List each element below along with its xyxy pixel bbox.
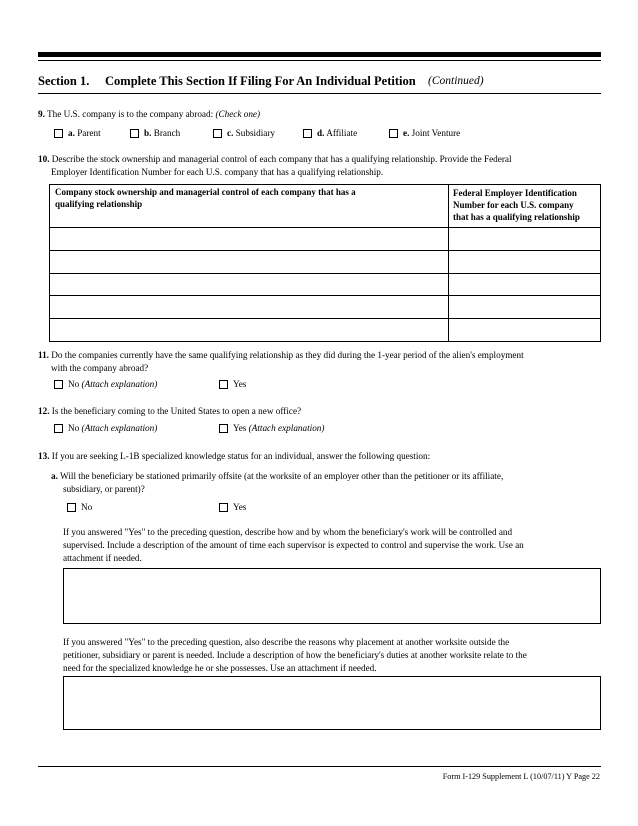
- q10-row-divider: [50, 250, 600, 251]
- q13a-letter: a.: [51, 471, 58, 481]
- q11-number: 11.: [38, 350, 49, 360]
- q13-text: If you are seeking L-1B specialized knowledge status for an individual, answer the following question:: [51, 451, 431, 461]
- q11-text-line2: with the company abroad?: [51, 363, 149, 373]
- q9-subsidiary-label: [227, 127, 275, 140]
- q9-joint-venture-checkbox[interactable]: [389, 129, 398, 138]
- q13a-question-line1: [51, 470, 503, 483]
- q13a-no-label: No: [81, 502, 93, 512]
- q10-col1-header-line2: qualifying relationship: [55, 199, 143, 209]
- q13a-yes-label: Yes: [233, 502, 247, 512]
- q9-affiliate-label: [317, 127, 357, 140]
- q10-row4-fein-input[interactable]: [451, 299, 598, 315]
- q10-row1-ownership-input[interactable]: [53, 231, 445, 247]
- q10-row3-fein-input[interactable]: [451, 277, 598, 293]
- q13a-text-line2: subsidiary, or parent)?: [63, 484, 145, 494]
- q9-parent-label: [68, 127, 101, 140]
- q13a-supervision-answer-box[interactable]: [63, 568, 601, 624]
- top-thin-rule: [38, 60, 601, 61]
- q13a-yes-checkbox[interactable]: [219, 503, 228, 512]
- section-title: Complete This Section If Filing For An Individual Petition: [105, 74, 416, 88]
- q13a-text-line1: Will the beneficiary be stationed primarily offsite (at the worksite of an employer other than the petitioner or its affiliate,: [60, 471, 504, 481]
- footer-form-id: Form I-129 Supplement L (10/07/11) Y Page 22: [442, 772, 600, 781]
- q13a-para1-line1: If you answered "Yes" to the preceding question, describe how and by whom the beneficiary's work will be controlled and: [63, 527, 513, 537]
- q9-subsidiary-text: Subsidiary: [235, 128, 275, 138]
- q9-joint-venture-letter: e.: [403, 128, 410, 138]
- q10-row5-fein-input[interactable]: [451, 322, 598, 338]
- q9-hint: (Check one): [215, 109, 261, 119]
- q9-affiliate-text: Affiliate: [326, 128, 358, 138]
- q10-col2-header: [453, 187, 580, 223]
- q13a-para1-line3: attachment if needed.: [63, 553, 142, 563]
- q10-row-divider: [50, 318, 600, 319]
- q9-joint-venture-text: Joint Venture: [411, 128, 461, 138]
- q9-text: The U.S. company is to the company abroad:: [47, 109, 214, 119]
- q11-yes-checkbox[interactable]: [219, 380, 228, 389]
- q11-no-label: [68, 378, 157, 391]
- q9-branch-letter: b.: [144, 128, 152, 138]
- q10-row1-fein-input[interactable]: [451, 231, 598, 247]
- q12-yes-text: Yes: [233, 423, 247, 433]
- q12-number: 12.: [38, 406, 50, 416]
- q9-question: [38, 108, 260, 121]
- q9-parent-text: Parent: [77, 128, 101, 138]
- q11-text-line1: Do the companies currently have the same qualifying relationship as they did during the 1-year period of the alien's employment: [51, 350, 524, 360]
- q12-yes-label: [233, 422, 324, 435]
- q9-affiliate-letter: d.: [317, 128, 325, 138]
- q9-joint-venture-label: [403, 127, 460, 140]
- q10-row3-ownership-input[interactable]: [53, 277, 445, 293]
- q9-subsidiary-checkbox[interactable]: [213, 129, 222, 138]
- q10-row2-ownership-input[interactable]: [53, 254, 445, 270]
- q13a-para2-line3: need for the specialized knowledge he or she possesses. Use an attachment if needed.: [63, 663, 377, 673]
- section-rule: [38, 93, 601, 94]
- q10-row-divider: [50, 273, 600, 274]
- q9-branch-checkbox[interactable]: [130, 129, 139, 138]
- q10-col1-header-line1: Company stock ownership and managerial control of each company that has a: [55, 187, 356, 197]
- q10-col2-header-line3: that has a qualifying relationship: [453, 212, 580, 222]
- q13a-para1-line2: supervised. Include a description of the amount of time each supervisor is expected to control and supervise the work. Use an: [63, 540, 524, 550]
- q12-no-checkbox[interactable]: [54, 424, 63, 433]
- q12-yes-hint: (Attach explanation): [248, 423, 325, 433]
- q9-branch-label: [144, 127, 180, 140]
- top-thick-rule: [38, 52, 601, 57]
- q11-no-checkbox[interactable]: [54, 380, 63, 389]
- q12-question: [38, 405, 301, 418]
- q13a-para2-line2: petitioner, subsidiary or parent is needed. Include a description of how the beneficiary's duties at another worksite relate to the: [63, 650, 527, 660]
- q9-branch-text: Branch: [153, 128, 181, 138]
- q12-no-label: [68, 422, 157, 435]
- q10-number: 10.: [38, 154, 50, 164]
- q11-question-line1: [38, 349, 524, 362]
- q11-yes-label: Yes: [233, 379, 247, 389]
- q9-subsidiary-letter: c.: [227, 128, 234, 138]
- q13-number: 13.: [38, 451, 50, 461]
- q13a-no-checkbox[interactable]: [67, 503, 76, 512]
- q10-col1-header: [55, 186, 356, 210]
- q12-no-text: No: [68, 423, 80, 433]
- q10-row2-fein-input[interactable]: [451, 254, 598, 270]
- q9-parent-checkbox[interactable]: [54, 129, 63, 138]
- q10-row4-ownership-input[interactable]: [53, 299, 445, 315]
- q12-no-hint: (Attach explanation): [81, 423, 158, 433]
- q12-text: Is the beneficiary coming to the United States to open a new office?: [51, 406, 302, 416]
- q13-question: [38, 450, 430, 463]
- footer-rule: [38, 766, 601, 767]
- q9-number: 9.: [38, 109, 45, 119]
- q10-row-divider: [50, 295, 600, 296]
- q10-company-table: [49, 184, 601, 342]
- q10-question-line1: [38, 153, 512, 166]
- q10-col2-header-line1: Federal Employer Identification: [453, 188, 577, 198]
- q9-affiliate-checkbox[interactable]: [303, 129, 312, 138]
- q10-text-line2: Employer Identification Number for each U.S. company that has a qualifying relationship.: [51, 167, 384, 177]
- section-continued: (Continued): [428, 75, 484, 87]
- q9-parent-letter: a.: [68, 128, 75, 138]
- q10-header-divider: [50, 227, 600, 228]
- q11-no-text: No: [68, 379, 80, 389]
- q13a-placement-answer-box[interactable]: [63, 676, 601, 730]
- section-number: Section 1.: [38, 74, 90, 88]
- q10-col2-header-line2: Number for each U.S. company: [453, 200, 574, 210]
- q12-yes-checkbox[interactable]: [219, 424, 228, 433]
- q13a-para2-line1: If you answered "Yes" to the preceding question, also describe the reasons why placement at another worksite outside the: [63, 637, 510, 647]
- q10-text-line1: Describe the stock ownership and managerial control of each company that has a qualifying relationship. Provide the Federal: [51, 154, 512, 164]
- q10-row5-ownership-input[interactable]: [53, 322, 445, 338]
- q11-no-hint: (Attach explanation): [81, 379, 158, 389]
